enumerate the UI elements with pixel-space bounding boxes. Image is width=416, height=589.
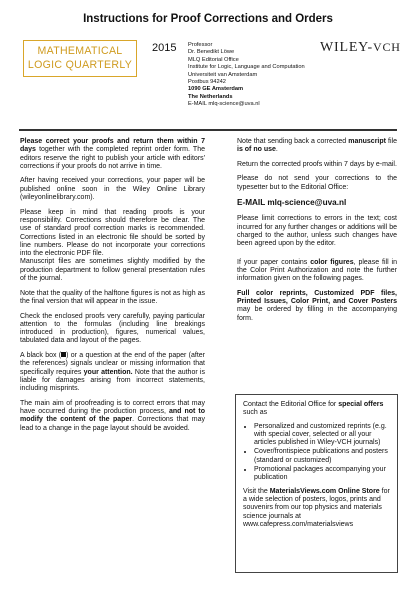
text-run: Note that the author is liable for damages arising from incorrect statements, including misprints. — [20, 368, 205, 393]
right-paragraph-4: Please limit corrections to errors in the text; cost incurred for any further changes or additions will be charged to the author, unless such changes have been agreed upon by the editor. — [237, 215, 397, 248]
journal-logo — [23, 40, 137, 77]
address-line: Dr. Benedikt Löwe — [188, 49, 235, 56]
emphasis-special-offers: special offers — [338, 401, 384, 408]
text-run: . — [275, 146, 278, 154]
emphasis-no-use: is of no use — [237, 146, 276, 154]
offers-list — [243, 423, 390, 483]
right-paragraph-1 — [237, 138, 397, 155]
text-run: file — [385, 138, 397, 145]
text-run: may be ordered by filling in the accompanying form. — [237, 306, 397, 322]
emphasis-not-modify: and not to modify the content of the paper — [20, 408, 205, 424]
left-paragraph-6: Check the enclosed proofs very carefully, paying particular attention to the formulas (including line breakings introduced in production), figures, numerical values, tabulated data and layout of the pages. — [20, 312, 205, 345]
text-run: If your paper contains — [237, 258, 311, 266]
left-column — [20, 138, 205, 439]
text-run: The main aim of proofreading is to correct errors that may have occurred during the production process, — [20, 399, 205, 416]
journal-name-line1: MATHEMATICAL — [37, 45, 123, 57]
emphasis-return-deadline: Please correct your proofs and return them within 7 days — [20, 138, 205, 154]
publisher-logo-vch: VCH — [373, 40, 401, 54]
address-line: Postbus 94242 — [188, 79, 226, 86]
editorial-email[interactable]: E-MAIL mlq-science@uva.nl — [237, 198, 347, 208]
left-paragraph-5: Note that the quality of the halftone figures is not as high as the final version that will appear in the issue. — [20, 289, 205, 305]
left-paragraph-2: After having received your corrections, your paper will be published online soon in the Wiley Online Library (wileyonlinelibrary.com). — [20, 177, 205, 202]
box-intro — [243, 401, 390, 418]
emphasis-manuscript: manuscript — [348, 138, 386, 145]
address-line: The Netherlands — [188, 93, 233, 100]
right-paragraph-2: Return the corrected proofs within 7 days by e-mail. — [237, 160, 397, 168]
address-line: Institute for Logic, Language and Computation — [188, 64, 305, 71]
list-item: • Personalized and customized reprints (e.g. with special cover, selected or all your articles published in Wiley-VCH journals) — [254, 423, 390, 448]
emphasis-online-store: MaterialsViews.com Online Store — [269, 487, 380, 495]
address-email: E-MAIL mlq-science@uva.nl — [188, 101, 260, 108]
left-paragraph-4: Manuscript files are sometimes slightly modified by the production department to follow general presentation rules of the journal. — [20, 258, 205, 283]
left-paragraph-3: Please keep in mind that reading proofs is your responsibility. Corrections should therefore be clear. The use of standard proof correction marks is recommended. Corrections listed in an electronic file should be sorted by line numbers. Please do not incorporate your corrections into the electronic PDF file. — [20, 208, 205, 258]
box-visit — [243, 488, 390, 529]
list-item: • Promotional packages accompanying your publication — [254, 466, 390, 483]
address-line: Professor — [188, 42, 213, 48]
left-paragraph-8 — [20, 400, 205, 433]
right-paragraph-6 — [237, 290, 397, 323]
store-link-text: for a wide selection of posters, logos, prints and souvenirs from our top physics and materials science journals at www.cafepress.com/materialsviews — [243, 487, 390, 528]
publisher-logo-main: WILEY- — [320, 40, 374, 55]
list-item: • Cover/frontispiece publications and posters (standard or customized) — [254, 448, 390, 465]
text-run: . Corrections that may lead to a change in the page layout should be avoided. — [20, 416, 205, 432]
text-run: such as — [243, 409, 268, 417]
text-run: Contact the Editorial Office for — [243, 401, 339, 408]
address-line: Universiteit van Amsterdam — [188, 71, 258, 78]
emphasis-color-figures: color figures — [310, 258, 354, 266]
publisher-logo — [320, 40, 401, 56]
right-column — [237, 138, 397, 329]
emphasis-order-items: Full color reprints, Customized PDF files, Printed Issues, Color Print, and Cover Posters — [237, 289, 397, 306]
special-offers-box — [235, 394, 398, 573]
journal-name-line2: LOGIC QUARTERLY — [27, 59, 133, 71]
text-run: Visit the — [243, 487, 270, 495]
right-paragraph-5 — [237, 259, 397, 284]
right-paragraph-3: Please do not send your corrections to the typesetter but to the Editorial Office: — [237, 175, 397, 191]
text-run: , please fill in the Color Print Authorization and note the further information given on the following pages. — [237, 258, 398, 283]
text-run: Note that sending back a corrected — [237, 138, 349, 145]
address-line: MLQ Editorial Office — [188, 56, 239, 63]
left-paragraph-7 — [20, 352, 205, 393]
text-run: ) or a question at the end of the paper (after the references) signals unclear or missing information that specifically requires — [20, 352, 206, 376]
header-divider-thin — [19, 130, 397, 131]
text-run: A black box ( — [20, 352, 62, 360]
page-title: Instructions for Proof Corrections and Orders — [83, 13, 333, 25]
left-paragraph-1 — [20, 138, 205, 171]
editorial-address — [188, 42, 305, 109]
text-run: together with the completed reprint order form. The editors reserve the right to publish your article with editors' corrections if your proofs do not arrive in time. — [20, 146, 205, 170]
emphasis-your-attention: your attention. — [83, 368, 133, 376]
address-line: 1090 GE Amsterdam — [188, 86, 244, 93]
year-label: 2015 — [152, 42, 177, 54]
